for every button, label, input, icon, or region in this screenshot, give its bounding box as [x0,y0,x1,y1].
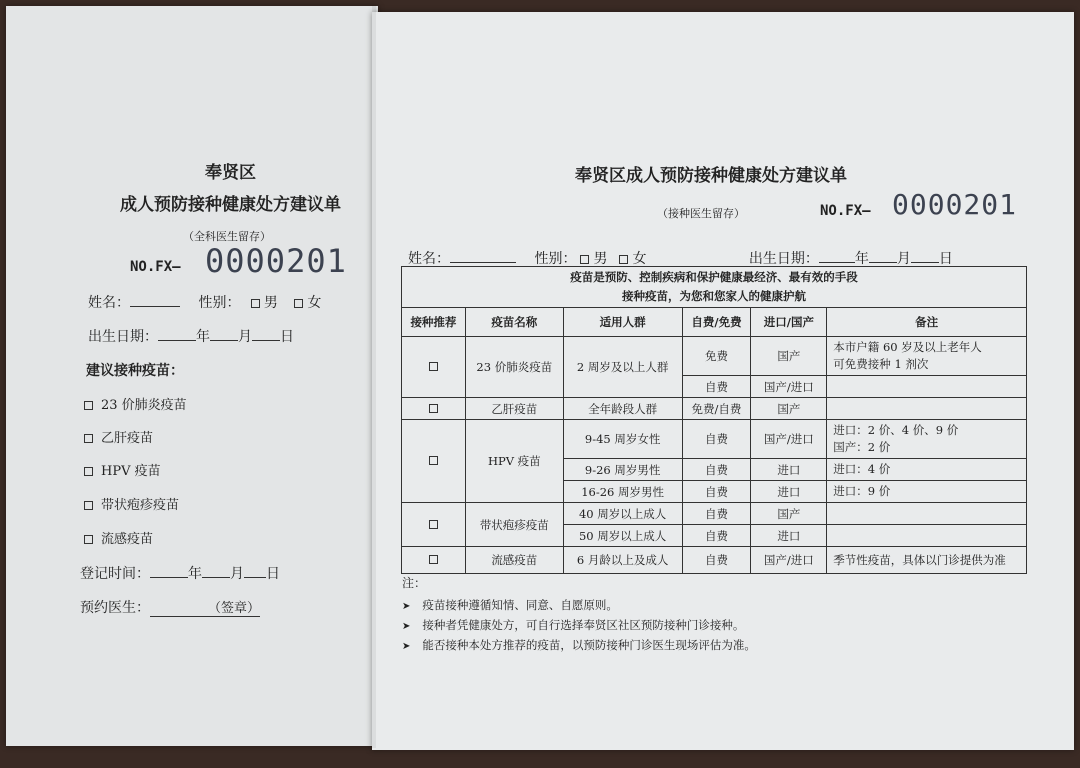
arrow-bullet-icon: ➤ [402,601,411,612]
vaccine-name: 乙肝疫苗 [465,398,563,420]
left-vaccine-item[interactable] [84,494,179,513]
origin-cell: 国产 [751,503,827,525]
birth-day-field[interactable] [252,328,280,341]
note-line: 可免费接种 1 剂次 [833,357,929,371]
checkbox-icon[interactable] [429,555,438,564]
month-label: 月 [238,329,252,345]
arrow-bullet-icon: ➤ [402,621,411,632]
origin-cell: 国产/进口 [751,547,827,574]
checkbox-icon[interactable] [251,299,260,308]
right-copy-note: （接种医生留存） [657,207,745,220]
note-cell: 进口：9 价 [827,481,1027,503]
note-cell [827,337,1027,376]
birth-month-field[interactable] [869,250,897,263]
table-row [402,420,1027,459]
recommend-cell[interactable] [402,337,466,398]
left-doctor-row [80,597,260,617]
target-group: 9-26 周岁男性 [563,459,682,481]
table-row [402,337,1027,376]
register-day-field[interactable] [244,565,266,578]
target-group: 50 周岁以上成人 [563,525,682,547]
name-field[interactable] [450,250,516,263]
origin-cell: 进口 [751,459,827,481]
table-row [402,503,1027,525]
vaccine-label: HPV 疫苗 [101,464,161,479]
vaccine-label: 带状疱疹疫苗 [101,498,180,513]
birth-label: 出生日期： [88,329,158,345]
target-group: 全年龄段人群 [563,398,682,420]
birth-year-field[interactable] [819,250,855,263]
note-cell [827,525,1027,547]
banner-line-2: 接种疫苗，为您和您家人的健康护航 [622,289,806,303]
target-group: 2 周岁及以上人群 [563,337,682,398]
fee-cell: 自费 [682,525,751,547]
note-cell [827,420,1027,459]
vaccine-name: 带状疱疹疫苗 [465,503,563,547]
vaccine-name: HPV 疫苗 [465,420,563,503]
checkbox-icon[interactable] [84,434,93,443]
note-item [402,637,756,653]
recommend-cell[interactable] [402,547,466,574]
day-label: 日 [266,566,280,582]
vaccine-table [401,266,1027,574]
register-month-field[interactable] [202,565,230,578]
note-line: 国产：2 价 [833,440,891,454]
note-line: 本市户籍 60 岁及以上老年人 [833,340,982,354]
origin-cell: 国产/进口 [751,420,827,459]
month-label: 月 [896,251,911,267]
gender-label: 性别： [534,251,577,267]
fee-cell: 自费 [682,481,751,503]
col-header: 进口/国产 [751,308,827,337]
left-birth-row [88,326,294,346]
fee-cell: 自费 [682,420,751,459]
month-label: 月 [230,566,244,582]
col-header: 自费/免费 [682,308,751,337]
checkbox-icon[interactable] [619,255,628,264]
notes-section [402,574,756,653]
left-vaccine-item[interactable] [84,394,187,413]
note-cell: 进口：4 价 [827,459,1027,481]
fee-cell: 自费 [682,459,751,481]
male-label: 男 [263,295,278,311]
note-text: 疫苗接种遵循知情、同意、自愿原则。 [422,598,618,612]
recommend-cell[interactable] [402,503,466,547]
male-label: 男 [593,251,608,267]
year-label: 年 [196,329,210,345]
banner-line-1: 疫苗是预防、控制疾病和保护健康最经济、最有效的手段 [570,270,858,284]
recommend-cell[interactable] [402,398,466,420]
col-header: 备注 [827,308,1027,337]
table-header-row [402,308,1027,337]
checkbox-icon[interactable] [429,520,438,529]
origin-cell: 国产 [751,398,827,420]
fee-cell: 自费 [682,503,751,525]
year-label: 年 [854,251,869,267]
target-group: 40 周岁以上成人 [563,503,682,525]
checkbox-icon[interactable] [429,404,438,413]
checkbox-icon[interactable] [84,467,93,476]
left-serial-label: NO.FX— [130,259,181,275]
checkbox-icon[interactable] [429,456,438,465]
checkbox-icon[interactable] [580,255,589,264]
fee-cell: 自费 [682,547,751,574]
birth-label: 出生日期： [748,251,819,267]
note-line: 进口：2 价、4 价、9 价 [833,423,959,437]
left-serial-number: 0000201 [205,242,347,280]
name-label: 姓名： [408,251,450,267]
origin-cell: 国产/进口 [751,376,827,398]
checkbox-icon[interactable] [84,501,93,510]
right-serial-number: 0000201 [892,188,1018,221]
doctor-sign-field[interactable] [150,597,260,617]
doctor-label: 预约医生： [80,600,150,616]
left-copy-note: （全科医生留存） [183,230,271,243]
table-banner [402,267,1027,308]
name-field[interactable] [130,294,180,307]
vaccine-label: 乙肝疫苗 [101,431,154,446]
female-label: 女 [632,251,647,267]
origin-cell: 进口 [751,481,827,503]
gender-label: 性别： [198,295,241,311]
name-label: 姓名： [88,295,130,311]
origin-cell: 国产 [751,337,827,376]
vaccine-name: 流感疫苗 [465,547,563,574]
right-header-row [408,248,953,268]
register-label: 登记时间： [80,566,150,582]
note-text: 接种者凭健康处方，可自行选择奉贤区社区预防接种门诊接种。 [422,618,745,632]
left-sheet [6,6,378,746]
note-cell [827,398,1027,420]
register-year-field[interactable] [150,565,188,578]
left-vaccine-item[interactable] [84,427,153,446]
note-item [402,617,756,633]
col-header: 适用人群 [563,308,682,337]
day-label: 日 [938,251,953,267]
female-label: 女 [307,295,322,311]
target-group: 6 月龄以上及成人 [563,547,682,574]
vaccine-name: 23 价肺炎疫苗 [465,337,563,398]
day-label: 日 [280,329,294,345]
checkbox-icon[interactable] [294,299,303,308]
target-group: 16-26 周岁男性 [563,481,682,503]
fee-cell: 免费 [682,337,751,376]
birth-year-field[interactable] [158,328,196,341]
page-fold [372,6,376,748]
left-vaccine-item[interactable] [84,460,161,479]
checkbox-icon[interactable] [84,535,93,544]
left-title-district: 奉贤区 [205,163,256,183]
target-group: 9-45 周岁女性 [563,420,682,459]
fee-cell: 免费/自费 [682,398,751,420]
table-row [402,547,1027,574]
note-cell [827,503,1027,525]
note-text: 能否接种本处方推荐的疫苗，以预防接种门诊医生现场评估为准。 [422,638,756,652]
origin-cell: 进口 [751,525,827,547]
vaccine-label: 流感疫苗 [101,532,154,547]
recommend-cell[interactable] [402,420,466,503]
left-vaccine-item[interactable] [84,528,153,547]
sign-label: （签章） [207,601,260,616]
arrow-bullet-icon: ➤ [402,641,411,652]
fee-cell: 自费 [682,376,751,398]
vaccine-label: 23 价肺炎疫苗 [101,398,187,413]
left-name-gender-row [88,292,321,312]
notes-label: 注： [402,576,427,590]
right-title: 奉贤区成人预防接种健康处方建议单 [575,166,847,186]
birth-month-field[interactable] [210,328,238,341]
note-item [402,597,756,613]
checkbox-icon[interactable] [84,401,93,410]
suggest-vaccine-label: 建议接种疫苗： [86,363,184,379]
right-serial-label: NO.FX— [820,203,871,219]
checkbox-icon[interactable] [429,362,438,371]
note-cell [827,376,1027,398]
left-title-form: 成人预防接种健康处方建议单 [120,195,341,215]
table-row [402,398,1027,420]
col-header: 疫苗名称 [465,308,563,337]
note-cell: 季节性疫苗，具体以门诊提供为准 [827,547,1027,574]
birth-day-field[interactable] [911,250,939,263]
col-header: 接种推荐 [402,308,466,337]
left-register-row [80,563,280,583]
year-label: 年 [188,566,202,582]
